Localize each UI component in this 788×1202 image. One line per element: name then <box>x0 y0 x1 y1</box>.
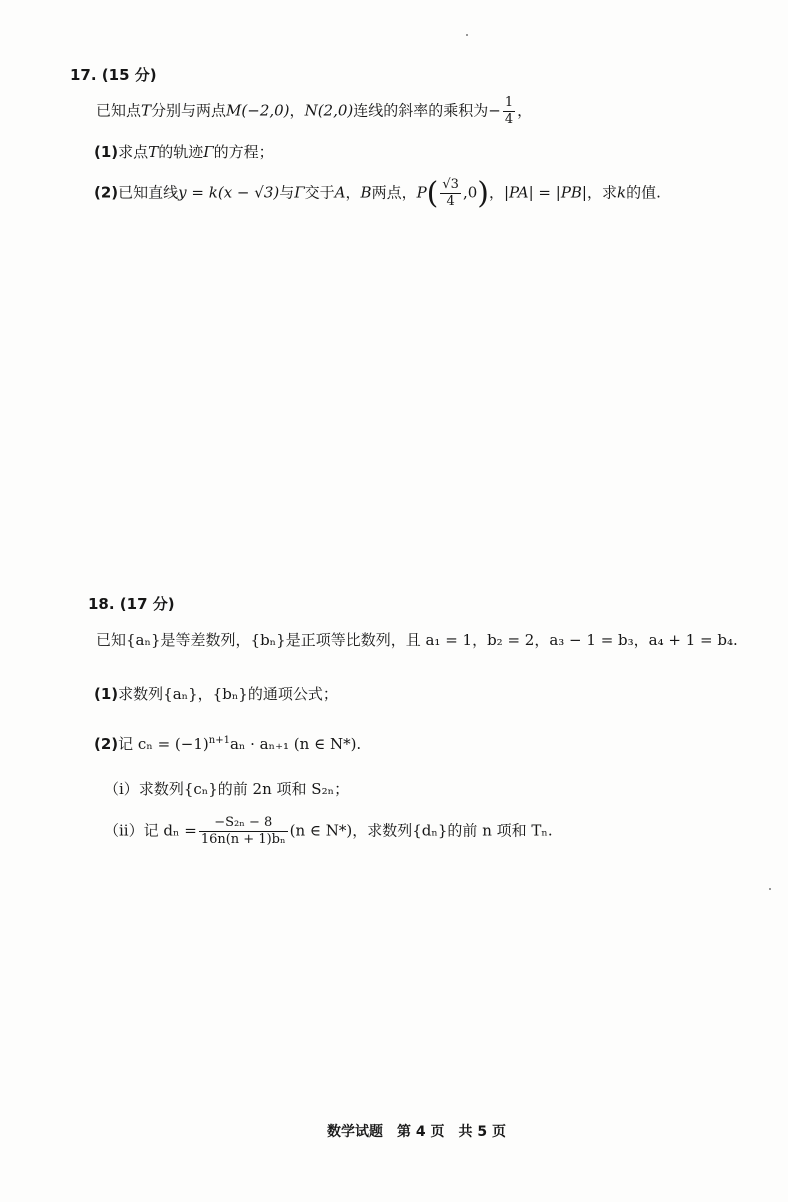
q18-header: 18. (17 分) <box>88 595 175 613</box>
scan-speck <box>769 888 771 890</box>
q17-part1: (1)求点T的轨迹Γ的方程； <box>94 143 274 161</box>
q17-header: 17. (15 分) <box>70 66 157 84</box>
q18-stem: 已知{aₙ}是等差数列，{bₙ}是正项等比数列，且 a₁ = 1，b₂ = 2，a₃ − 1 = b₃，a₄ + 1 = b₄. <box>96 631 738 649</box>
page-footer: 数学试题 第 4 页 共 5 页 <box>327 1124 506 1140</box>
fraction-dn-definition: $\frac{\text{−S₂ₙ − 8}}{\text{16n(n + 1)bₙ}}$ <box>200 815 286 847</box>
q18-part2: (2)记 $c_n = (-1)^{n+1}a_n \cdot a_{n+1}$ (n ∈ N*). <box>94 735 362 753</box>
q18-part1: (1)求数列{aₙ}，{bₙ}的通项公式； <box>94 685 338 703</box>
scan-speck <box>466 34 468 36</box>
q18-part2-ii: （ii）记 dₙ = $\frac{\text{−S₂ₙ − 8}}{\text{16n(n + 1)bₙ}}$ (n ∈ N*)，求数列{dₙ}的前 n 项和 Tₙ. <box>104 815 553 847</box>
q17-part2: (2)已知直线y = k(x − √3)与Γ交于A，B两点，P( $\frac{√3}{4}$ ,0)，|PA| = |PB|，求k的值. <box>94 176 661 211</box>
q17-stem: 已知点T分别与两点M(−2,0)，N(2,0)连线的斜率的乘积为− $\frac{1}{4}$ ， <box>96 95 533 127</box>
q18-part2-i: （i）求数列{cₙ}的前 2n 项和 S₂ₙ； <box>104 780 350 798</box>
fraction-one-quarter: $\frac{1}{4}$ <box>504 95 514 127</box>
fraction-root3-over-4: $\frac{√3}{4}$ <box>442 177 459 209</box>
